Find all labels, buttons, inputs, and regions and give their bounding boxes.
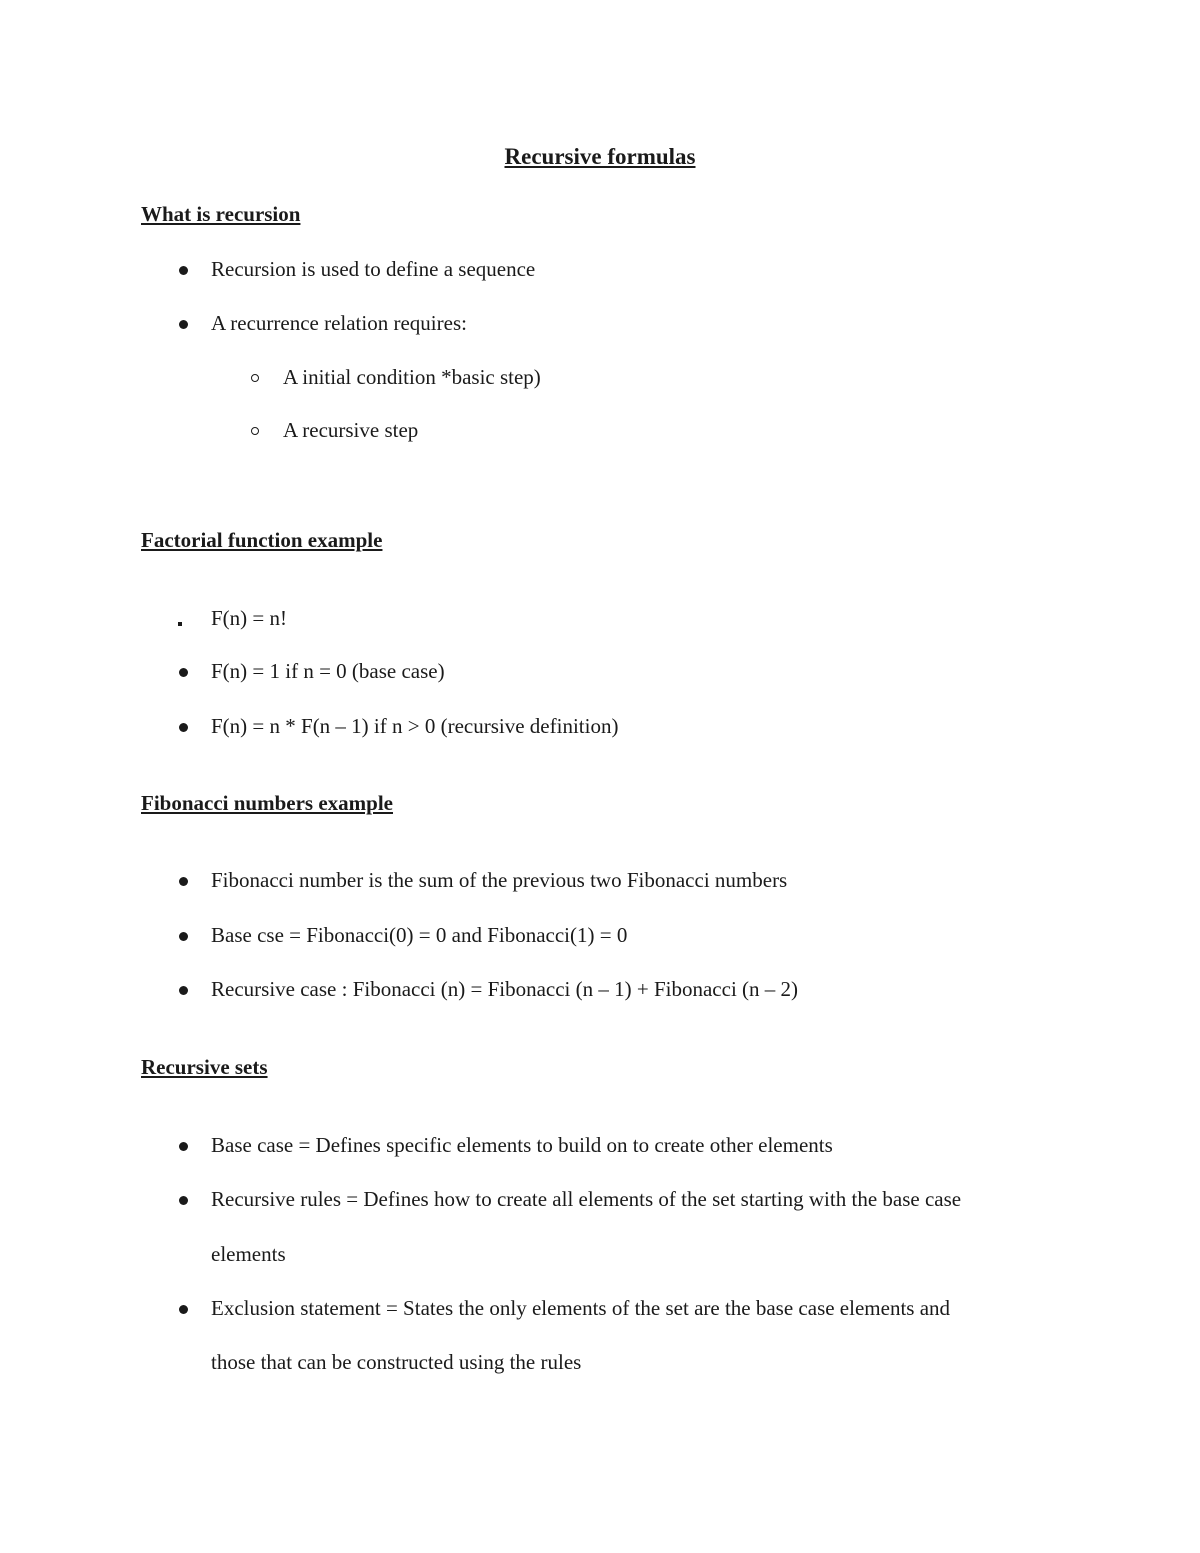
section-heading-fibonacci: Fibonacci numbers example — [141, 791, 393, 815]
bullet-icon — [179, 266, 188, 275]
list-item: F(n) = n! — [211, 606, 288, 630]
hollow-bullet-icon — [251, 427, 259, 435]
sub-list-item: A recursive step — [283, 418, 419, 442]
list-item: A recurrence relation requires: — [211, 311, 467, 335]
list-item: Recursive case : Fibonacci (n) = Fibonacci (n – 1) + Fibonacci (n – 2) — [211, 977, 799, 1001]
list-item-continuation: elements — [211, 1242, 286, 1266]
sub-list-item: A initial condition *basic step) — [283, 365, 541, 389]
list-item: Recursion is used to define a sequence — [211, 257, 536, 281]
bullet-icon — [179, 668, 188, 677]
list-item: Exclusion statement = States the only elements of the set are the base case elements and — [211, 1296, 951, 1320]
list-item: F(n) = n * F(n – 1) if n > 0 (recursive definition) — [211, 714, 619, 738]
hollow-bullet-icon — [251, 374, 259, 382]
list-item: Base case = Defines specific elements to build on to create other elements — [211, 1133, 833, 1157]
bullet-icon — [179, 320, 188, 329]
small-bullet-icon — [178, 622, 182, 626]
page-title: Recursive formulas — [504, 144, 696, 169]
list-item-continuation: those that can be constructed using the rules — [211, 1350, 582, 1374]
bullet-icon — [179, 986, 188, 995]
bullet-icon — [179, 877, 188, 886]
bullet-icon — [179, 723, 188, 732]
section-heading-recursion: What is recursion — [141, 202, 301, 226]
bullet-icon — [179, 1142, 188, 1151]
list-item: F(n) = 1 if n = 0 (base case) — [211, 659, 445, 683]
section-heading-factorial: Factorial function example — [141, 528, 383, 552]
section-heading-sets: Recursive sets — [141, 1055, 268, 1079]
list-item: Fibonacci number is the sum of the previous two Fibonacci numbers — [211, 868, 788, 892]
bullet-icon — [179, 932, 188, 941]
bullet-icon — [179, 1305, 188, 1314]
bullet-icon — [179, 1196, 188, 1205]
list-item: Base cse = Fibonacci(0) = 0 and Fibonacci(1) = 0 — [211, 923, 628, 947]
list-item: Recursive rules = Defines how to create all elements of the set starting with the base case — [211, 1187, 962, 1211]
